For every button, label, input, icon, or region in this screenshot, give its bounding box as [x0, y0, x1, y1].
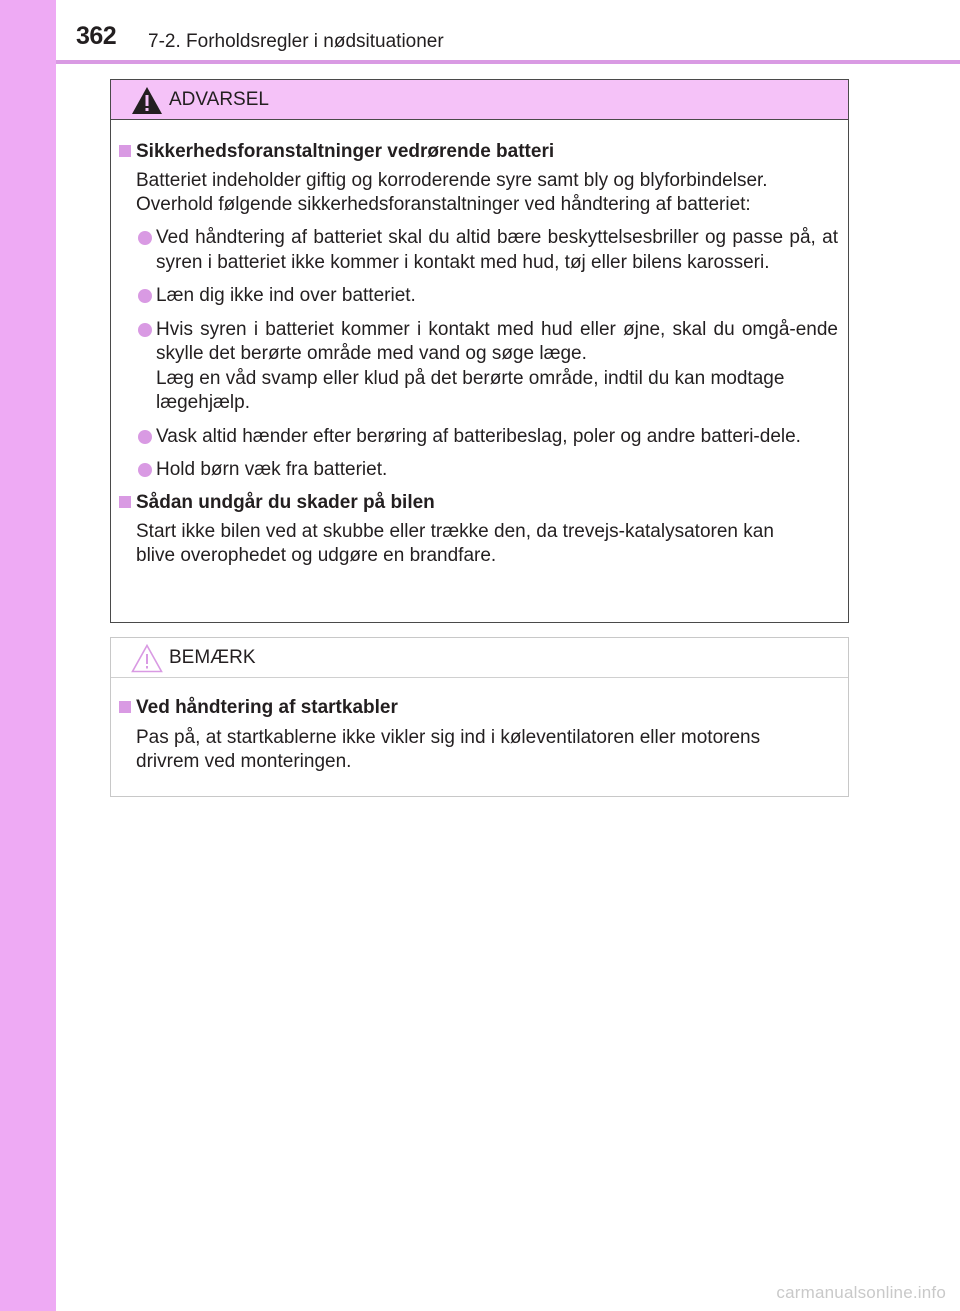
- square-bullet-icon: [119, 145, 131, 157]
- notice-box-body: [111, 678, 848, 774]
- bullet-item: Ved håndtering af batteriet skal du altid bære beskyttelsesbriller og passe på, at syren i batteriet ikke kommer i kontakt med hud, tøj eller bilens karosseri.: [116, 226, 840, 275]
- notice-box: [110, 637, 849, 797]
- warning-box-header: [111, 80, 848, 120]
- round-bullet-icon: [138, 289, 152, 303]
- avoid-damage-paragraph: Start ikke bilen ved at skubbe eller trække den, da trevejs-katalysatoren kan blive overophedet og udgøre en brandfare.: [136, 520, 774, 566]
- watermark: carmanualsonline.info: [776, 1283, 946, 1302]
- round-bullet-icon: [138, 463, 152, 477]
- chapter-title: 7-2. Forholdsregler i nødsituationer: [148, 31, 444, 52]
- section-heading-jumper-cables: Ved håndtering af startkabler: [116, 696, 840, 720]
- jumper-cables-paragraph: Pas på, at startkablerne ikke vikler sig ind i køleventilatoren eller motorens drivrem ved monteringen.: [136, 727, 761, 772]
- notice-box-header: [111, 638, 848, 678]
- warning-box-body: [111, 120, 848, 568]
- caution-triangle-icon: [131, 644, 163, 673]
- warning-triangle-icon: [131, 86, 163, 115]
- round-bullet-icon: [138, 323, 152, 337]
- page-number: 362: [76, 22, 117, 50]
- section-heading-avoid-damage: Sådan undgår du skader på bilen: [116, 491, 840, 515]
- battery-intro-paragraph: Batteriet indeholder giftig og korroderende syre samt bly og blyforbindelser. Overhold følgende sikkerhedsforanstaltninger ved håndtering af batteriet:: [136, 170, 768, 215]
- header-divider: [56, 60, 960, 64]
- round-bullet-icon: [138, 430, 152, 444]
- round-bullet-icon: [138, 231, 152, 245]
- bullet-item: Læn dig ikke ind over batteriet.: [116, 284, 840, 309]
- notice-box-title: BEMÆRK: [169, 647, 256, 668]
- square-bullet-icon: [119, 701, 131, 713]
- warning-box-title: ADVARSEL: [169, 89, 269, 110]
- warning-box: [110, 79, 849, 623]
- bullet-item: Vask altid hænder efter berøring af batteribeslag, poler og andre batteri-dele.: [116, 425, 840, 450]
- chapter-color-band: [0, 0, 56, 1311]
- square-bullet-icon: [119, 496, 131, 508]
- bullet-item: Hold børn væk fra batteriet.: [116, 458, 840, 483]
- section-heading-battery-safety: Sikkerhedsforanstaltninger vedrørende batteri: [116, 140, 840, 164]
- bullet-item: Hvis syren i batteriet kommer i kontakt med hud eller øjne, skal du omgå-ende skylle det berørte område med vand og søge læge. Læg en våd svamp eller klud på det berørte område, indtil du kan modtage lægehjælp.: [116, 318, 840, 416]
